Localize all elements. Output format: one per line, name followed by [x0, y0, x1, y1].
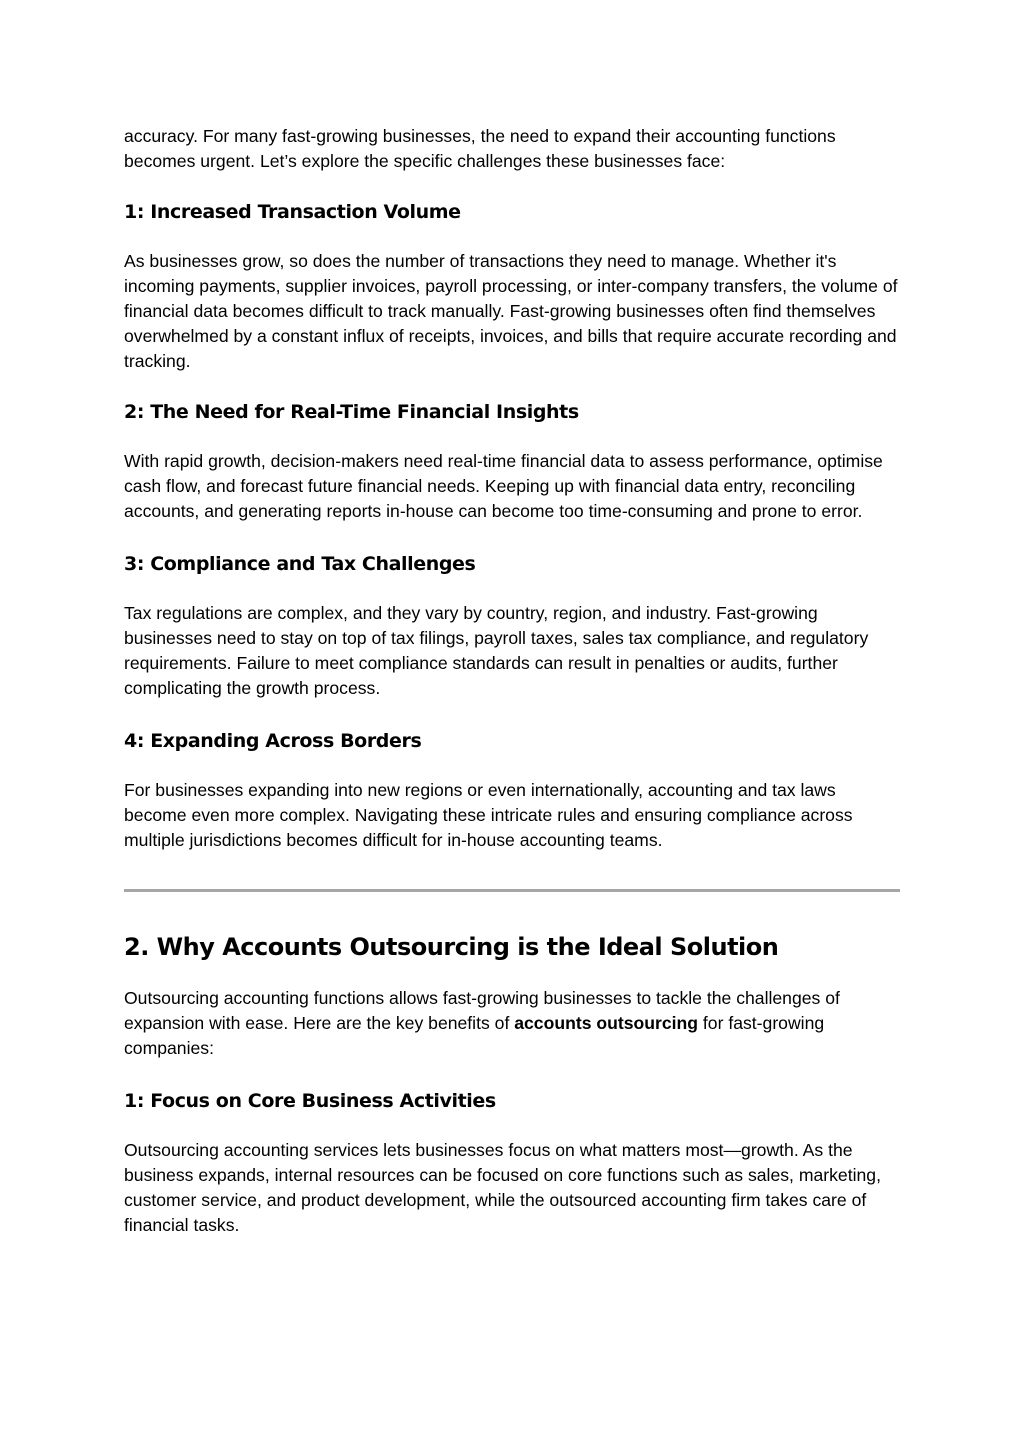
section-intro-paragraph — [124, 986, 900, 1061]
section-intro-bold-term: accounts outsourcing — [514, 1013, 699, 1033]
challenge-heading-4: 4: Expanding Across Borders — [124, 730, 422, 752]
intro-paragraph: accuracy. For many fast-growing businesses, the need to expand their accounting functions becomes urgent. Let’s explore the specific challenges these businesses face: — [124, 126, 836, 171]
challenge-body-3: Tax regulations are complex, and they vary by country, region, and industry. Fast-growing businesses need to stay on top of tax filings, payroll taxes, sales tax compliance, and regulatory requirements. Failure to meet compliance standards can result in penalties or audits, further complicating the growth process. — [124, 603, 869, 698]
challenge-heading-2: 2: The Need for Real-Time Financial Insights — [124, 401, 579, 423]
benefit-heading-1: 1: Focus on Core Business Activities — [124, 1090, 496, 1112]
benefit-body-1: Outsourcing accounting services lets businesses focus on what matters most—growth. As the business expands, internal resources can be focused on core functions such as sales, marketing, customer service, and product development, while the outsourced accounting firm takes care of financial tasks. — [124, 1140, 881, 1235]
challenge-body-1: As businesses grow, so does the number of transactions they need to manage. Whether it's incoming payments, supplier invoices, payroll processing, or inter-company transfers, the volume of financial data becomes difficult to track manually. Fast-growing businesses often find themselves overwhelmed by a constant influx of receipts, invoices, and bills that require accurate recording and tracking. — [124, 251, 898, 371]
section-intro-text-start: Outsourcing accounting functions allows fast-growing businesses to tackle the challenges of expansion with ease. Here are the key benefits of — [124, 988, 840, 1033]
section-title: 2. Why Accounts Outsourcing is the Ideal Solution — [124, 933, 779, 961]
challenge-heading-1: 1: Increased Transaction Volume — [124, 201, 461, 223]
document-page — [124, 118, 900, 1238]
challenge-heading-3: 3: Compliance and Tax Challenges — [124, 553, 476, 575]
section-intro-text-end: for fast-growing companies: — [124, 1013, 825, 1058]
challenge-body-2: With rapid growth, decision-makers need real-time financial data to assess performance, optimise cash flow, and forecast future financial needs. Keeping up with financial data entry, reconciling accounts, and generating reports in-house can become too time-consuming and prone to error. — [124, 451, 883, 521]
challenge-body-4: For businesses expanding into new regions or even internationally, accounting and tax laws become even more complex. Navigating these intricate rules and ensuring compliance across multiple jurisdictions becomes difficult for in-house accounting teams. — [124, 780, 853, 850]
section-divider — [124, 889, 900, 892]
